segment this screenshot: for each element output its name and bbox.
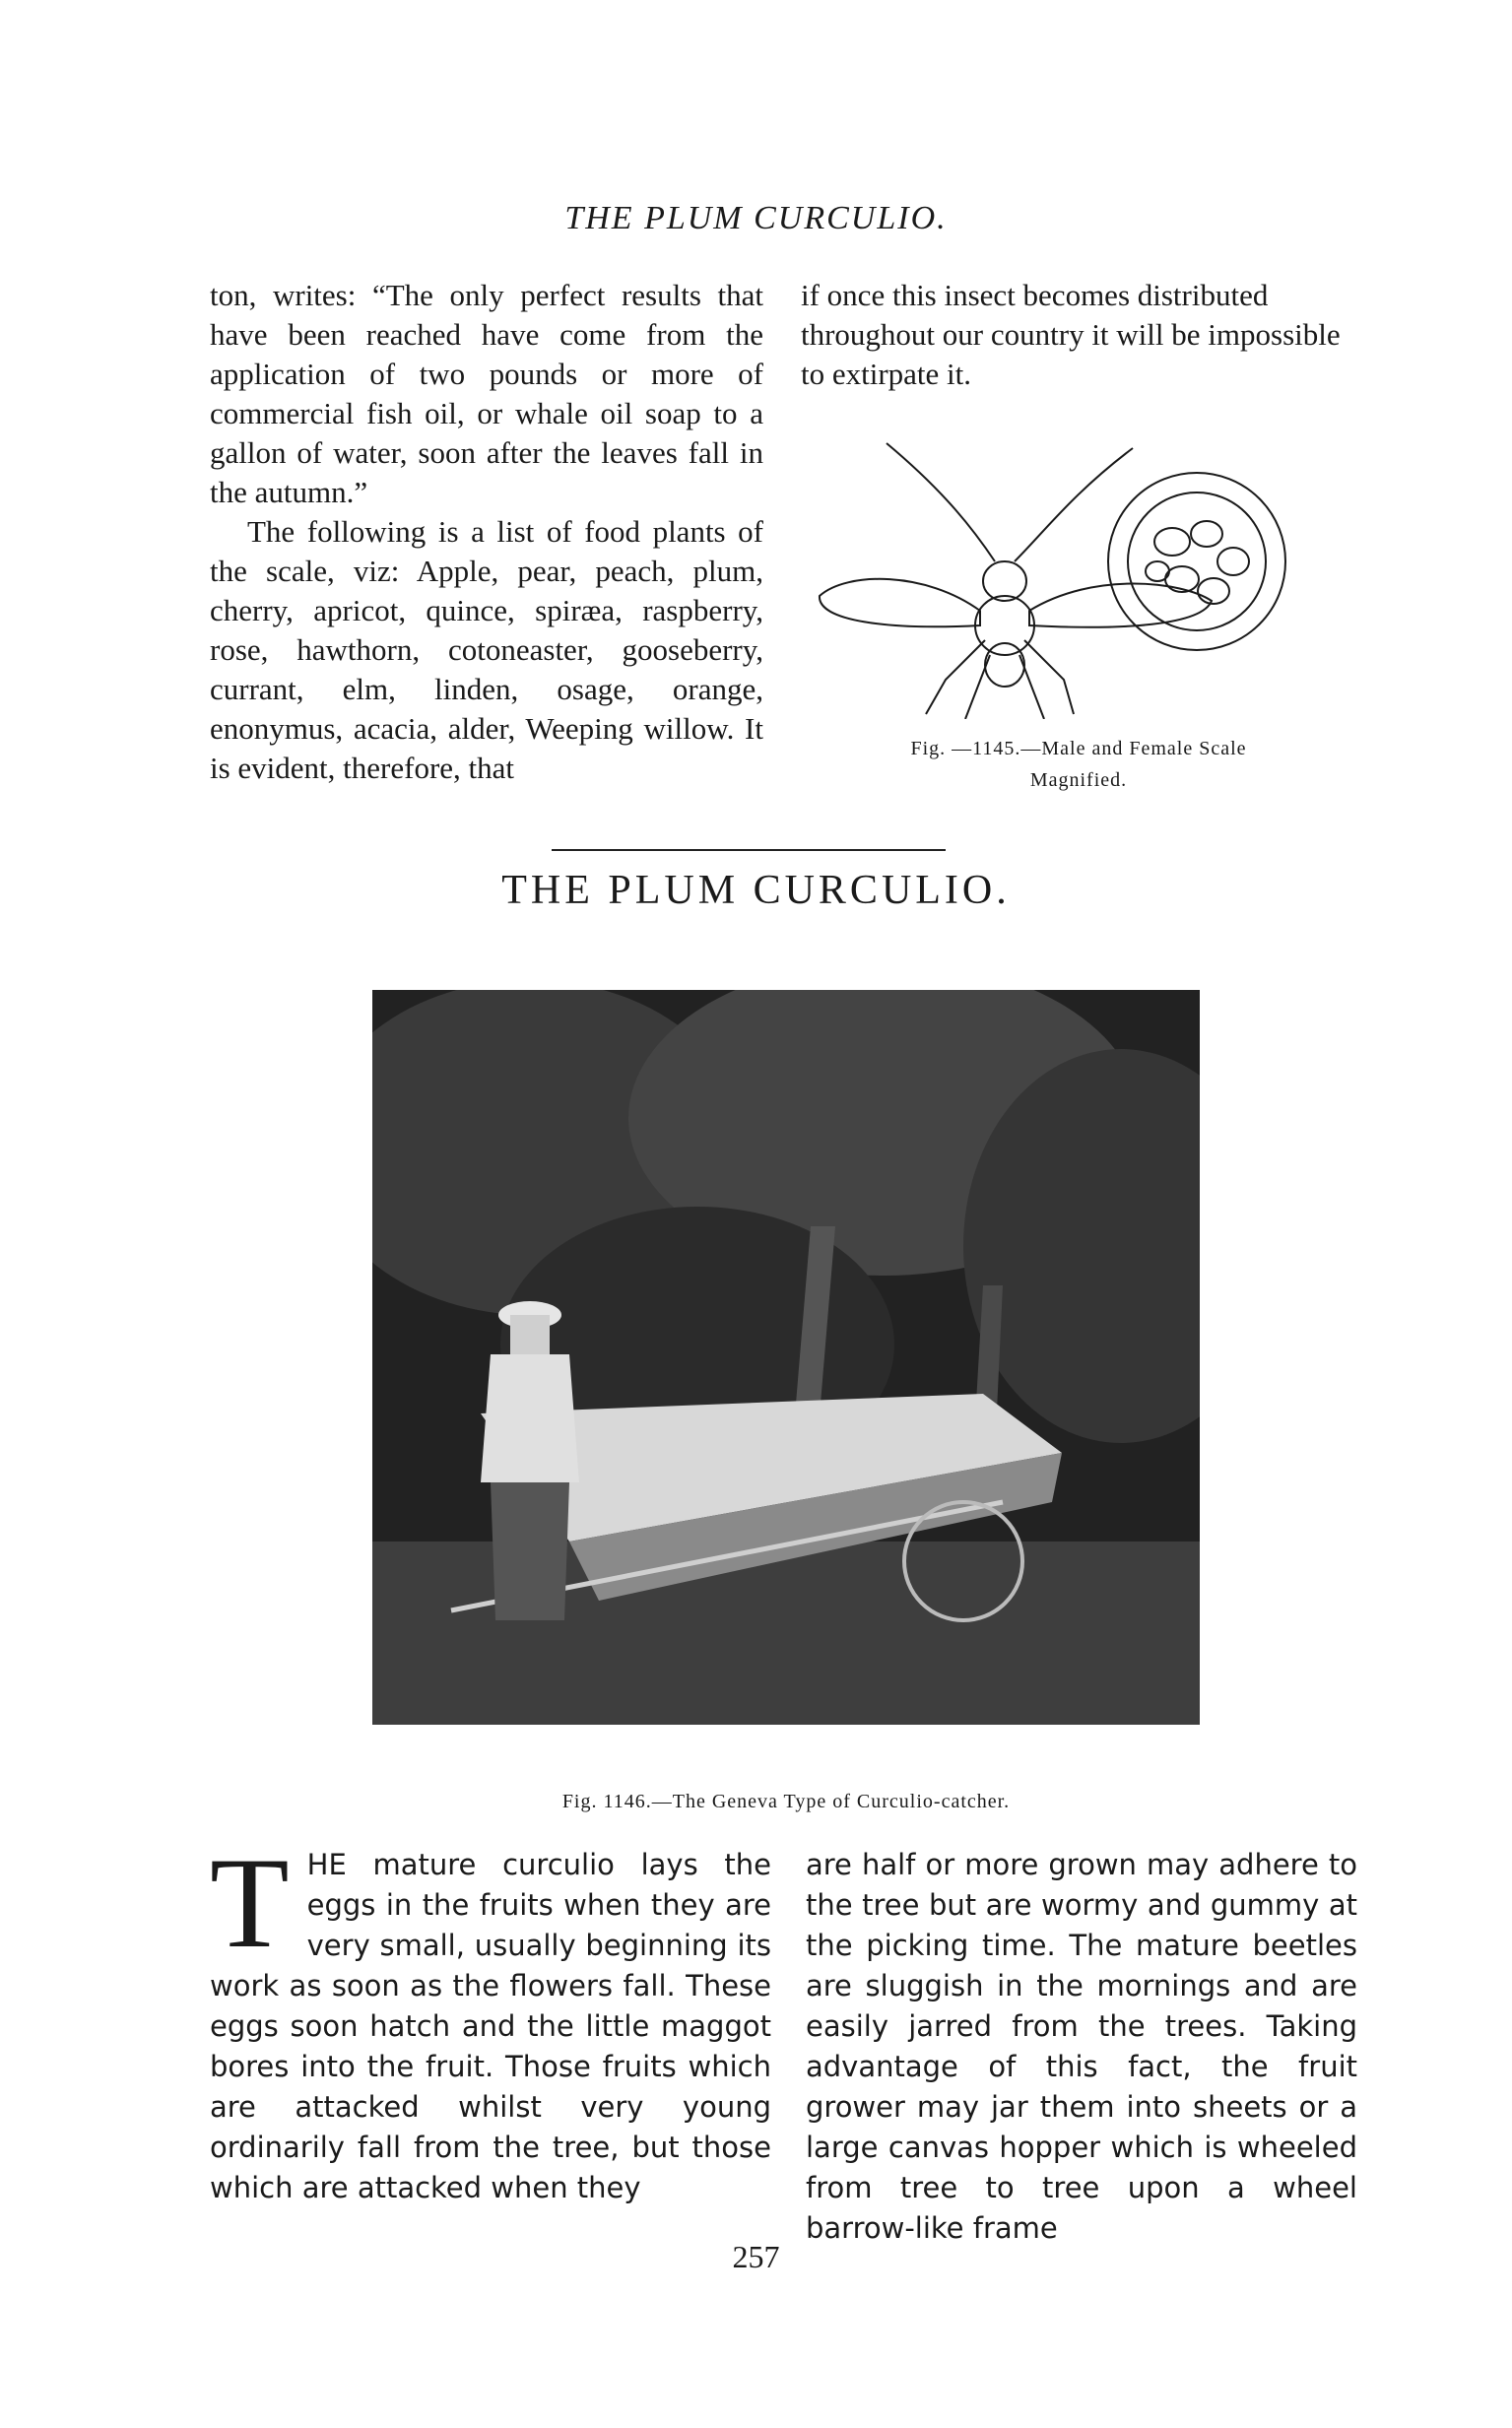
scale-insect-illustration [808, 424, 1359, 719]
body-right-column [806, 1845, 1357, 2249]
paragraph: ton, writes: “The only perfect results that have been reached have come from the application of two pounds or more of commercial fish oil, or whale oil soap to a gallon of water, soon after the leaves fall in the autumn.” [210, 278, 763, 509]
figure-1145-caption [798, 733, 1359, 796]
paragraph: if once this insect becomes distributed throughout our country it will be impossible to extirpate it. [801, 278, 1341, 391]
drop-cap: T [210, 1830, 290, 1975]
orchard-photo [372, 990, 1200, 1725]
caption-line: Fig. —1145.—Male and Female Scale [910, 738, 1247, 759]
caption-line: Magnified. [1029, 769, 1128, 791]
top-right-column [801, 276, 1352, 394]
section-title: THE PLUM CURCULIO. [501, 868, 1011, 913]
page-number: 257 [732, 2239, 780, 2274]
paragraph: The following is a list of food plants of the scale, viz: Apple, pear, peach, plum, cherry, apricot, quince, spiræa, raspberry, rose, hawthorn, cotoneaster, gooseberry, currant, elm, linden, osage, orange, enonymus, acacia, alder, Weeping willow. It is evident, therefore, that [210, 514, 763, 785]
curculio-catcher-photograph [372, 990, 1200, 1725]
scale-insect-drawing [808, 424, 1359, 719]
paragraph: HE mature curculio lays the eggs in the fruits when they are very small, usually beginning its work as soon as the flowers fall. These eggs soon hatch and the little maggot bores into the fruit. Those fruits which are attacked whilst very young ordinarily fall from the tree, but those which are attacked when they [210, 1848, 771, 2204]
running-head: THE PLUM CURCULIO. [564, 200, 948, 236]
top-left-column [210, 276, 763, 788]
section-divider [552, 849, 946, 851]
paragraph: are half or more grown may adhere to the tree but are wormy and gummy at the picking time. The mature beetles are sluggish in the mornings and are easily jarred from the trees. Taking advantage of this fact, the fruit grower may jar them into sheets or a large canvas hopper which is wheeled from tree to tree upon a wheel barrow-like frame [806, 1848, 1357, 2245]
figure-1146-caption: Fig. 1146.—The Geneva Type of Curculio-catcher. [561, 1791, 1011, 1812]
body-left-column [210, 1830, 771, 2208]
